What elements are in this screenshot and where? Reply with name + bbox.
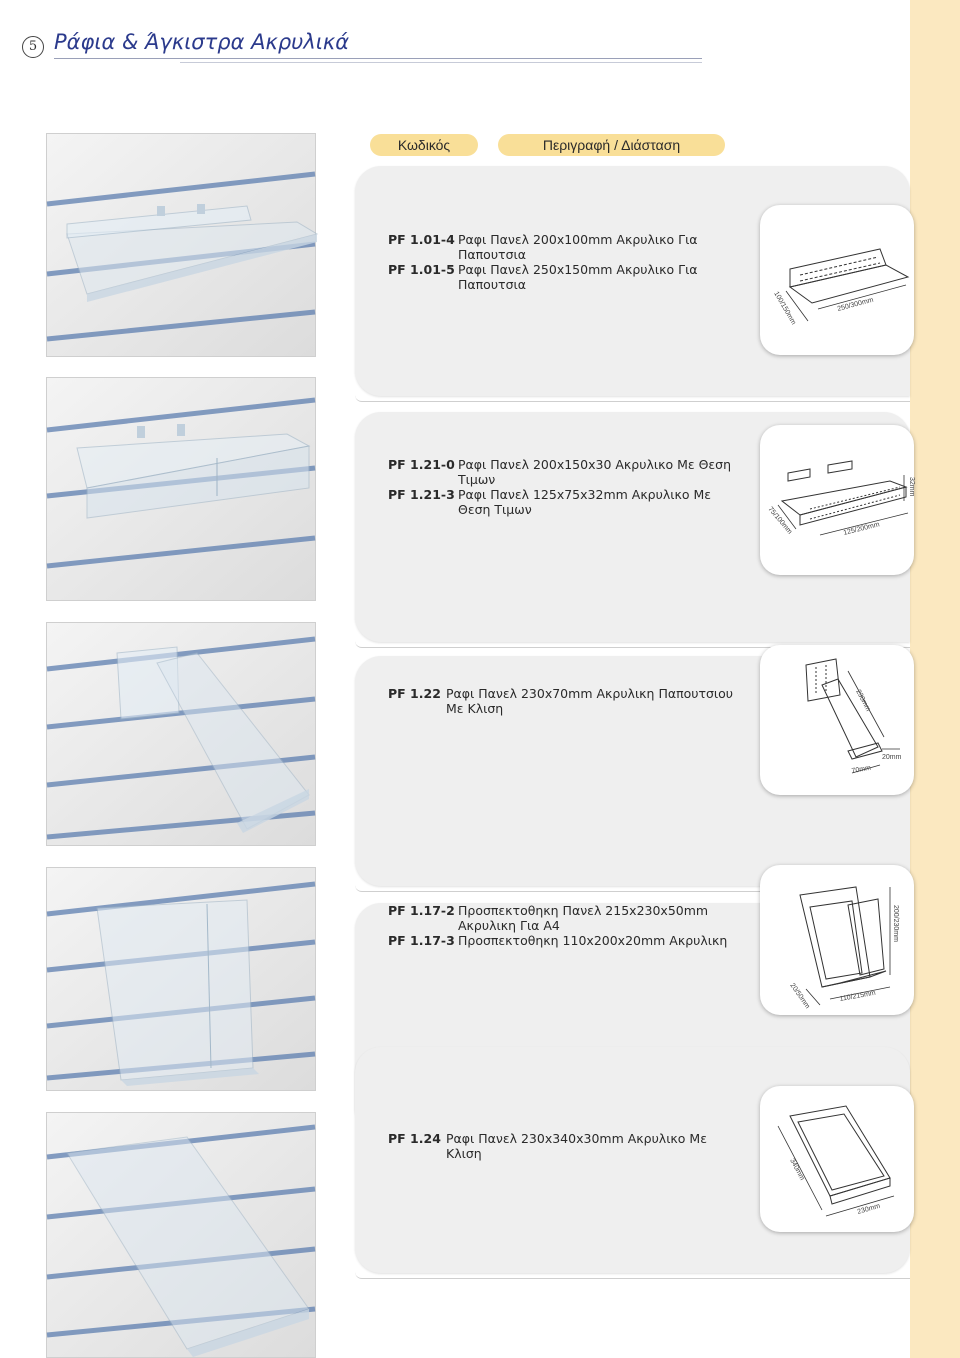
product-line bbox=[388, 487, 731, 502]
product-description-5 bbox=[388, 1131, 707, 1161]
page-number: 5 bbox=[22, 36, 44, 58]
product-text: Ραφι Πανελ 200x150x30 Ακρυλικο Με Θεση bbox=[458, 457, 732, 472]
product-text-continued: Με Κλιση bbox=[446, 701, 504, 716]
product-code: PF 1.01-5 bbox=[388, 262, 455, 277]
product-text-continued: Ακρυλικη Για Α4 bbox=[458, 918, 560, 933]
product-text: Ραφι Πανελ 125x75x32mm Ακρυλικο Με bbox=[458, 487, 712, 502]
title-divider bbox=[54, 58, 702, 59]
product-text: Ραφι Πανελ 200x100mm Ακρυλικο Για bbox=[458, 232, 698, 247]
product-code: PF 1.17-3 bbox=[388, 933, 455, 948]
dimension-diagram-2 bbox=[760, 425, 914, 575]
dim-label-width: 70mm bbox=[851, 764, 872, 775]
product-text: Ραφι Πανελ 230x70mm Ακρυλικη Παπουτσιου bbox=[446, 686, 734, 701]
product-photo-4 bbox=[46, 867, 316, 1091]
product-photo-2 bbox=[46, 377, 316, 601]
product-description-3 bbox=[388, 686, 733, 716]
product-line bbox=[388, 262, 698, 277]
product-text-continued: Παπουτσια bbox=[458, 247, 526, 262]
product-text: Προσπεκτοθηκη 110x200x20mm Ακρυλικη bbox=[458, 933, 728, 948]
product-line bbox=[388, 457, 731, 472]
dimension-diagram-3 bbox=[760, 645, 914, 795]
product-line bbox=[388, 232, 698, 247]
dimension-diagram-4 bbox=[760, 865, 914, 1015]
product-photo-3 bbox=[46, 622, 316, 846]
side-color-strip bbox=[910, 0, 960, 1358]
dim-label-width: 125/200mm bbox=[842, 521, 881, 537]
product-code: PF 1.01-4 bbox=[388, 232, 455, 247]
product-description-1 bbox=[388, 232, 698, 292]
product-description-4 bbox=[388, 903, 727, 948]
product-code: PF 1.17-2 bbox=[388, 903, 455, 918]
dim-label-width: 230mm bbox=[856, 1202, 881, 1216]
product-text-continued: Κλιση bbox=[446, 1146, 482, 1161]
product-line bbox=[388, 903, 727, 918]
dim-label-lip: 20mm bbox=[882, 754, 902, 761]
product-line bbox=[388, 1131, 707, 1146]
product-text-continued: Θεση Τιμων bbox=[458, 502, 532, 517]
dim-label-length: 340mm bbox=[788, 1157, 806, 1182]
column-header-description: Περιγραφή / Διάσταση bbox=[498, 134, 725, 156]
dim-label-depth: 20/50mm bbox=[788, 982, 811, 1011]
title-divider-secondary bbox=[180, 62, 702, 63]
product-line bbox=[388, 686, 733, 701]
product-text-continued: Παπουτσια bbox=[458, 277, 526, 292]
dimension-diagram-1 bbox=[760, 205, 914, 355]
product-description-2 bbox=[388, 457, 731, 517]
product-code: PF 1.24 bbox=[388, 1131, 441, 1146]
product-code: PF 1.22 bbox=[388, 686, 441, 701]
product-line bbox=[388, 933, 727, 948]
dim-label-length: 230mm bbox=[854, 688, 872, 713]
product-text-continued: Τιμων bbox=[458, 472, 496, 487]
column-header-code: Κωδικός bbox=[370, 134, 478, 156]
product-code: PF 1.21-3 bbox=[388, 487, 455, 502]
product-photo-5 bbox=[46, 1112, 316, 1358]
dim-label-width: 110/215mm bbox=[839, 989, 877, 1003]
product-text: Ραφι Πανελ 230x340x30mm Ακρυλικο Με bbox=[446, 1131, 707, 1146]
dim-label-height: 32mm bbox=[908, 477, 915, 497]
dim-label-height: 200/230mm bbox=[892, 905, 899, 942]
dimension-diagram-5 bbox=[760, 1086, 914, 1232]
dim-label-depth: 100/150mm bbox=[772, 290, 797, 327]
dim-label-width: 250/300mm bbox=[836, 296, 875, 313]
dim-label-depth: 75/100mm bbox=[766, 505, 794, 536]
product-text: Ραφι Πανελ 250x150mm Ακρυλικο Για bbox=[458, 262, 698, 277]
product-text: Προσπεκτοθηκη Πανελ 215x230x50mm bbox=[458, 903, 709, 918]
page-title: Ράφια & Άγκιστρα Ακρυλικά bbox=[54, 30, 350, 54]
product-photo-1 bbox=[46, 133, 316, 357]
product-code: PF 1.21-0 bbox=[388, 457, 455, 472]
